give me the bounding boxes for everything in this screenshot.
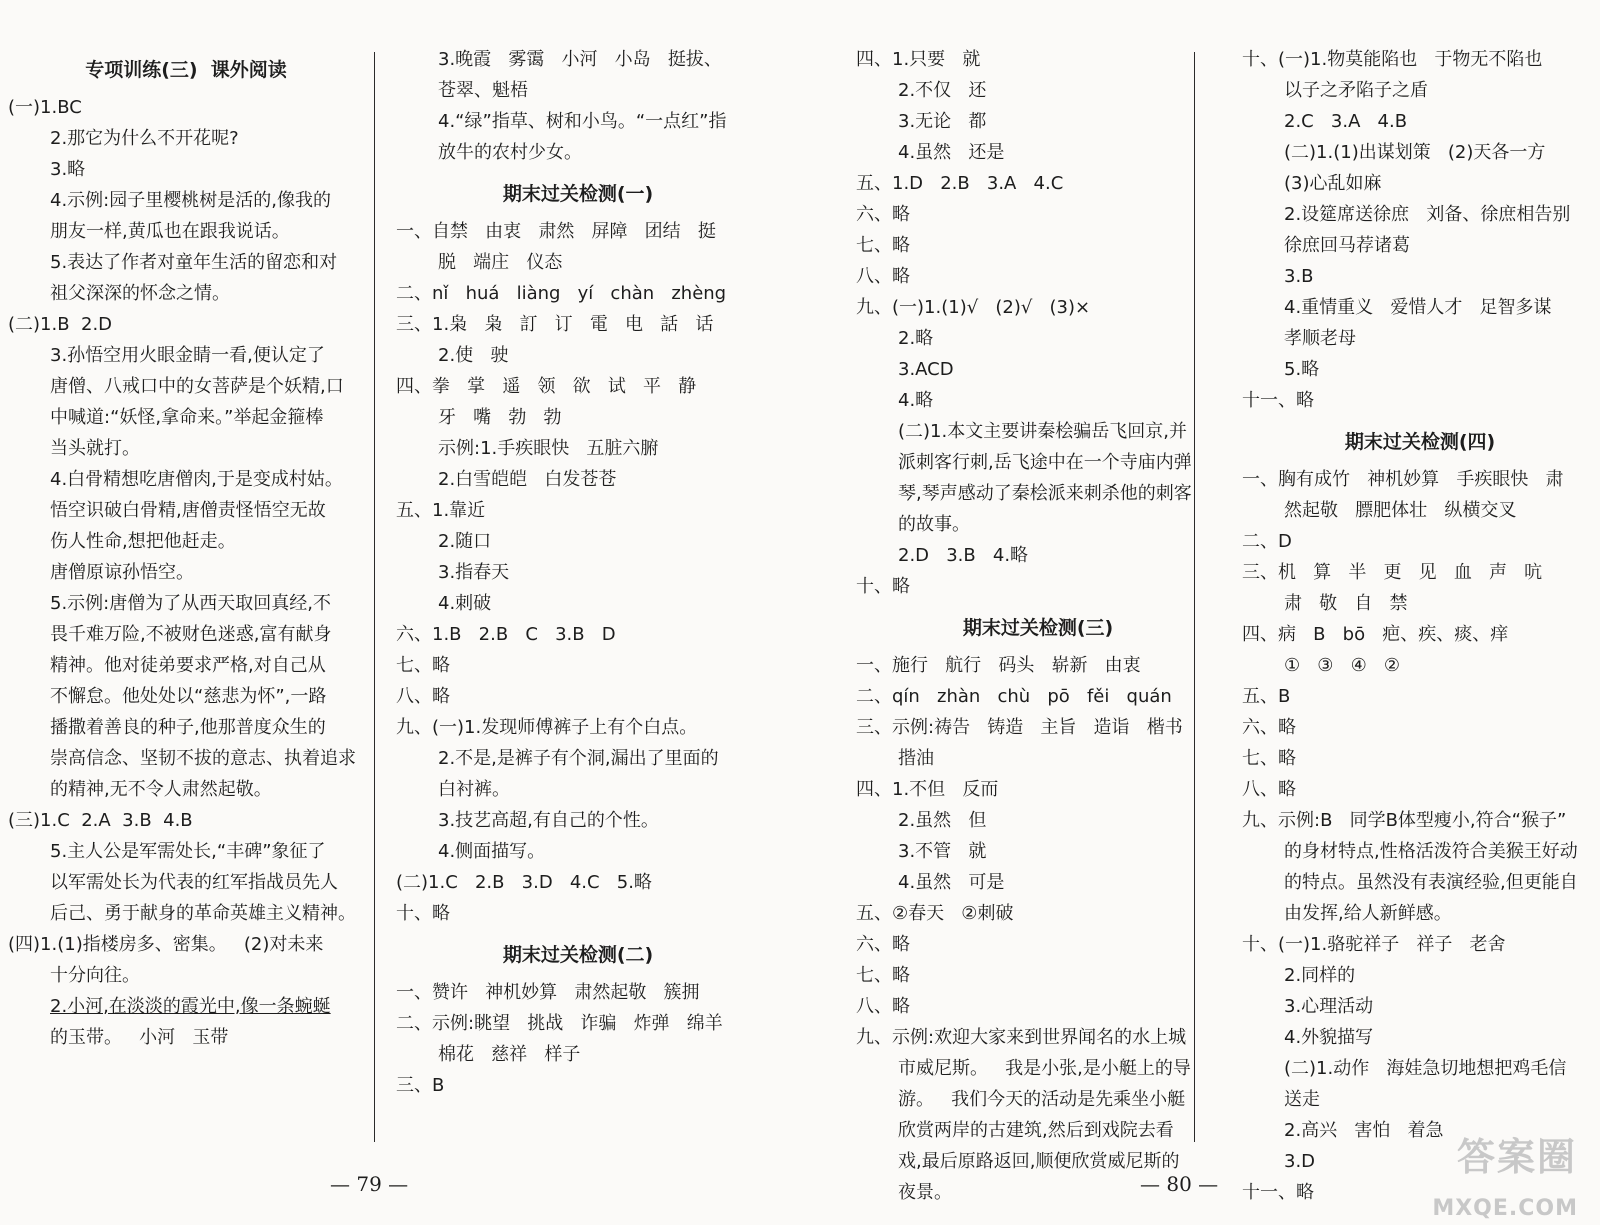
answer-line: 七、略 [856,235,910,256]
answer-line: 五、1.靠近 [396,500,486,521]
column-divider [1194,52,1195,1142]
answer-line: (四)1.(1)指楼房多、密集。 (2)对未来 [8,934,324,955]
answer-line: 一、自禁 由衷 肃然 屏障 团结 挺 [396,221,716,242]
answer-line: 4.重情重义 爱惜人才 足智多谋 [1284,297,1552,318]
answer-line: 肃 敬 自 禁 [1284,593,1408,614]
answer-line: 十、略 [856,576,910,597]
answer-line: 伤人性命,想把他赶走。 [50,531,236,552]
answer-line: 八、略 [856,266,910,287]
answer-line: 四、1.不但 反而 [856,779,999,800]
answer-line: 的特点。虽然没有表演经验,但更能自 [1284,872,1578,893]
answer-line: 4.“绿”指草、树和小鸟。“一点红”指 [438,111,727,132]
answer-line: 4.外貌描写 [1284,1027,1374,1048]
answer-line: 悟空识破白骨精,唐僧责怪悟空无故 [50,500,326,521]
answer-line: 的精神,无不令人肃然起敬。 [50,779,272,800]
section-title: 期末过关检测(三) [962,617,1114,639]
section-title: 期末过关检测(一) [502,183,654,205]
answer-line: 九、(一)1.(1)√ (2)√ (3)× [856,297,1091,318]
answer-line: 5.表达了作者对童年生活的留恋和对 [50,252,338,273]
answer-line: 揩油 [898,748,934,769]
answer-line: 苍翠、魁梧 [438,80,528,101]
answer-line: 4.刺破 [438,593,492,614]
answer-line: (二)1.本文主要讲秦桧骗岳飞回京,并 [898,421,1187,442]
answer-line: (3)心乱如麻 [1284,173,1382,194]
answer-line: 徐庶回马荐诸葛 [1284,235,1410,256]
answer-line: 5.示例:唐僧为了从西天取回真经,不 [50,593,331,614]
answer-line: 十一、略 [1242,1182,1314,1203]
answer-line: 七、略 [1242,748,1296,769]
answer-line: (二)1.B 2.D [8,314,113,335]
answer-line: 2.虽然 但 [898,810,987,831]
answer-line: 3.略 [50,159,86,180]
answer-line: 3.技艺高超,有自己的个性。 [438,810,659,831]
answer-line: 2.高兴 害怕 着急 [1284,1120,1444,1141]
answer-line: 3.晚霞 雾霭 小河 小岛 挺拔、 [438,49,722,70]
page-number-right: — 80 — [1140,1172,1219,1196]
answer-line: 5.主人公是军需处长,“丰碑”象征了 [50,841,326,862]
section-title: 期末过关检测(二) [502,944,654,966]
answer-line: 六、略 [856,204,910,225]
answer-line: 4.侧面描写。 [438,841,546,862]
answer-line: 三、示例:祷告 铸造 主旨 造诣 楷书 [856,717,1183,738]
answer-line: 放牛的农村少女。 [438,142,582,163]
answer-line: 唐僧、八戒口中的女菩萨是个妖精,口 [50,376,344,397]
answer-line: 的故事。 [898,514,970,535]
answer-line: 七、略 [396,655,450,676]
answer-line: 由发挥,给人新鲜感。 [1284,903,1452,924]
answer-line: 九、示例:B 同学B体型瘦小,符合“猴子” [1242,810,1567,831]
answer-line: 3.D [1284,1151,1316,1172]
answer-line: 2.C 3.A 4.B [1284,111,1408,132]
answer-line: 2.不是,是裤子有个洞,漏出了里面的 [438,748,719,769]
answer-line: 棉花 慈祥 样子 [438,1044,581,1065]
answer-line: 四、病 B bō 疤、疾、痰、痒 [1242,624,1509,645]
answer-line: 十、略 [396,903,450,924]
answer-line: 夜景。 [898,1182,952,1203]
answer-line: (二)1.动作 海娃急切地想把鸡毛信 [1284,1058,1567,1079]
answer-line: 后己、勇于献身的革命英雄主义精神。 [50,903,356,924]
answer-line: 4.虽然 还是 [898,142,1005,163]
answer-line: 2.略 [898,328,934,349]
column-1 [8,46,364,1055]
answer-line: 3.ACD [898,359,954,380]
answer-line: 的玉带。 小河 玉带 [50,1027,229,1048]
answer-line: 播撒着善良的种子,他那普度众生的 [50,717,326,738]
answer-line: 六、略 [856,934,910,955]
answer-line: (二)1.(1)出谋划策 (2)天各一方 [1284,142,1546,163]
answer-line: 牙 嘴 勃 勃 [438,407,562,428]
answer-line: 派刺客行刺,岳飞途中在一个寺庙内弹 [898,452,1192,473]
answer-line: 八、略 [856,996,910,1017]
answer-line: 4.略 [898,390,934,411]
answer-line: 九、(一)1.发现师傅裤子上有个白点。 [396,717,698,738]
answer-line: (一)1.BC [8,97,82,118]
answer-line: 3.指春天 [438,562,510,583]
answer-line: 崇高信念、坚韧不拔的意志、执着追求 [50,748,356,769]
answer-line: 二、示例:眺望 挑战 诈骗 炸弹 绵羊 [396,1013,723,1034]
column-divider [374,52,375,1142]
answer-line: 2.同样的 [1284,965,1356,986]
answer-line: 5.略 [1284,359,1320,380]
answer-line: 不懈怠。他处处以“慈悲为怀”,一路 [50,686,327,707]
answer-line: 二、qín zhàn chù pō fěi quán [856,686,1172,707]
answer-line: 五、B [1242,686,1291,707]
answer-line: 四、拳 掌 遥 领 欲 试 平 静 [396,376,697,397]
answer-line: 2.那它为什么不开花呢? [50,128,239,149]
answer-line: 一、施行 航行 码头 崭新 由衷 [856,655,1141,676]
answer-line: 3.心理活动 [1284,996,1374,1017]
answer-line: 六、1.B 2.B C 3.B D [396,624,616,645]
column-3 [856,46,1220,1210]
answer-line: 3.不管 就 [898,841,987,862]
answer-line: 四、1.只要 就 [856,49,981,70]
answer-line: 4.示例:园子里樱桃树是活的,像我的 [50,190,331,211]
answer-line: ① ③ ④ ② [1284,655,1401,676]
answer-line: 2.小河,在淡淡的霞光中,像一条蜿蜒 [50,996,331,1017]
page-number-left: — 79 — [330,1172,409,1196]
answer-line: 一、胸有成竹 神机妙算 手疾眼快 肃 [1242,469,1564,490]
answer-line: 3.孙悟空用火眼金睛一看,便认定了 [50,345,325,366]
answer-line: 3.B [1284,266,1314,287]
answer-line: 五、②春天 ②刺破 [856,903,1014,924]
answer-line: 畏千难万险,不被财色迷惑,富有献身 [50,624,332,645]
answer-line: 琴,琴声感动了秦桧派来刺杀他的刺客 [898,483,1192,504]
answer-line: 市威尼斯。 我是小张,是小艇上的导 [898,1058,1191,1079]
answer-line: 以子之矛陷子之盾 [1284,80,1428,101]
answer-line: 十、(一)1.骆驼祥子 祥子 老舍 [1242,934,1506,955]
answer-line: 朋友一样,黄瓜也在跟我说话。 [50,221,290,242]
answer-line: 七、略 [856,965,910,986]
answer-line: 2.使 驶 [438,345,509,366]
answer-line: 五、1.D 2.B 3.A 4.C [856,173,1064,194]
answer-line: 十、(一)1.物莫能陷也 于物无不陷也 [1242,49,1543,70]
answer-line: 欣赏两岸的古建筑,然后到戏院去看 [898,1120,1174,1141]
answer-line: 孝顺老母 [1284,328,1356,349]
answer-line: 三、1.枭 枭 訂 订 電 电 話 话 [396,314,714,335]
answer-line: 三、B [396,1075,445,1096]
answer-line: 三、机 算 半 更 见 血 声 吭 [1242,562,1543,583]
answer-line: (二)1.C 2.B 3.D 4.C 5.略 [396,872,652,893]
answer-line: 白衬裤。 [438,779,510,800]
answer-line: 十一、略 [1242,390,1314,411]
answer-line: 八、略 [1242,779,1296,800]
section-title: 专项训练(三) 课外阅读 [85,59,287,81]
watermark-logo: 答案圈 [1456,1135,1577,1179]
answer-line: 2.随口 [438,531,492,552]
answer-line: 戏,最后原路返回,顺便欣赏威尼斯的 [898,1151,1180,1172]
answer-line: 当头就打。 [50,438,140,459]
column-2 [396,46,760,1103]
answer-line: 2.D 3.B 4.略 [898,545,1029,566]
answer-line: 4.白骨精想吃唐僧肉,于是变成村姑。 [50,469,343,490]
section-title: 期末过关检测(四) [1344,431,1496,453]
answer-line: 九、示例:欢迎大家来到世界闻名的水上城 [856,1027,1187,1048]
answer-line: 2.白雪皑皑 白发苍苍 [438,469,617,490]
watermark-url: MXQE.COM [1432,1196,1578,1221]
answer-line: 八、略 [396,686,450,707]
answer-line: 中喊道:“妖怪,拿命来。”举起金箍棒 [50,407,324,428]
answer-line: 2.不仅 还 [898,80,987,101]
answer-line: 2.设筵席送徐庶 刘备、徐庶相告别 [1284,204,1571,225]
answer-line: 精神。他对徒弟要求严格,对自己从 [50,655,326,676]
column-4 [1242,46,1598,1210]
answer-line: 十分向往。 [50,965,140,986]
answer-line: 的身材特点,性格活泼符合美猴王好动 [1284,841,1578,862]
answer-line: 3.无论 都 [898,111,987,132]
answer-line: 4.虽然 可是 [898,872,1005,893]
answer-line: 二、D [1242,531,1292,552]
answer-line: 脱 端庄 仪态 [438,252,563,273]
answer-line: 六、略 [1242,717,1296,738]
answer-line: (三)1.C 2.A 3.B 4.B [8,810,193,831]
answer-line: 二、nǐ huá liàng yí chàn zhèng [396,283,727,304]
answer-line: 以军需处长为代表的红军指战员先人 [50,872,338,893]
answer-line: 唐僧原谅孙悟空。 [50,562,194,583]
answer-line: 祖父深深的怀念之情。 [50,283,230,304]
answer-line: 然起敬 膘肥体壮 纵横交叉 [1284,500,1517,521]
answer-line: 一、赞许 神机妙算 肃然起敬 簇拥 [396,982,700,1003]
answer-line: 游。 我们今天的活动是先乘坐小艇 [898,1089,1186,1110]
answer-line: 示例:1.手疾眼快 五脏六腑 [438,438,659,459]
answer-line: 送走 [1284,1089,1320,1110]
